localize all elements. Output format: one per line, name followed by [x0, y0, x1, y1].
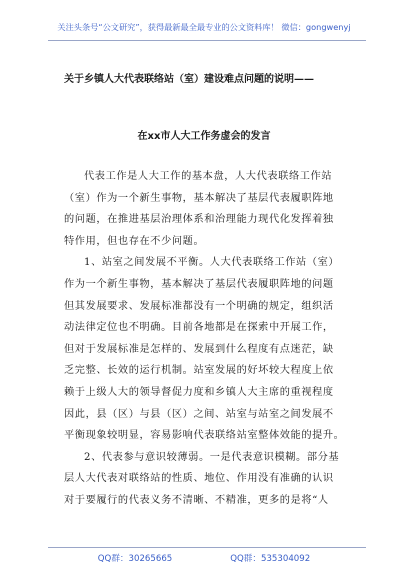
body-line: 1、站室之间发展不平衡。人大代表联络工作站（室）	[84, 257, 340, 269]
footer-qq-group-2: QQ群：535304092	[230, 554, 311, 564]
body-line: 动法律定位也不明确。目前各地都是在探索中开展工作，	[64, 322, 334, 334]
body-line: 但对于发展标准是怎样的、发展到什么程度有点迷茫，缺	[64, 343, 334, 355]
document-subtitle: 在xx市人大工作务虚会的发言	[137, 131, 271, 142]
document-title: 关于乡镇人大代表联络站（室）建设难点问题的说明——	[64, 74, 314, 85]
body-line: 乏完整、长效的运行机制。站室发展的好坏较大程度上依	[64, 365, 334, 377]
body-line: 因此，县（区）与县（区）之间、站室与站室之间发展不	[64, 408, 334, 420]
body-line: 但其发展要求、发展标准都没有一个明确的规定，组织活	[64, 300, 334, 312]
body-line: 特作用，但也存在不少问题。	[64, 235, 205, 247]
body-line: 平衡现象较明显，容易影响代表联络站室整体效能的提升。	[64, 430, 345, 442]
footer-qq-group-1: QQ群：30265665	[97, 554, 173, 564]
header-divider	[48, 40, 366, 41]
body-line: 赖于上级人大的领导督促力度和乡镇人大主席的重视程度	[64, 386, 334, 398]
footer-contacts	[0, 552, 408, 564]
body-line: 层人大代表对联络站的性质、地位、作用没有准确的认识	[64, 473, 334, 485]
document-body	[64, 166, 360, 512]
body-line: 的问题，在推进基层治理体系和治理能力现代化发挥着独	[64, 214, 334, 226]
body-line: 代表工作是人大工作的基本盘，人大代表联络工作站	[84, 171, 333, 182]
body-line: （室）作为一个新生事物，基本解决了基层代表履职阵地	[64, 192, 334, 204]
body-line: 作为一个新生事物，基本解决了基层代表履职阵地的问题	[64, 278, 334, 290]
header-banner: 关注头条号“公文研究”，获得最新最全最专业的公文资料库！ 微信：gongwenyj	[57, 22, 351, 32]
body-line: 对于要履行的代表义务不清晰、不精准，更多的是将“人	[64, 494, 329, 506]
footer-divider	[48, 547, 366, 548]
body-line: 2、代表参与意识较薄弱。一是代表意识模糊。部分基	[84, 451, 340, 463]
